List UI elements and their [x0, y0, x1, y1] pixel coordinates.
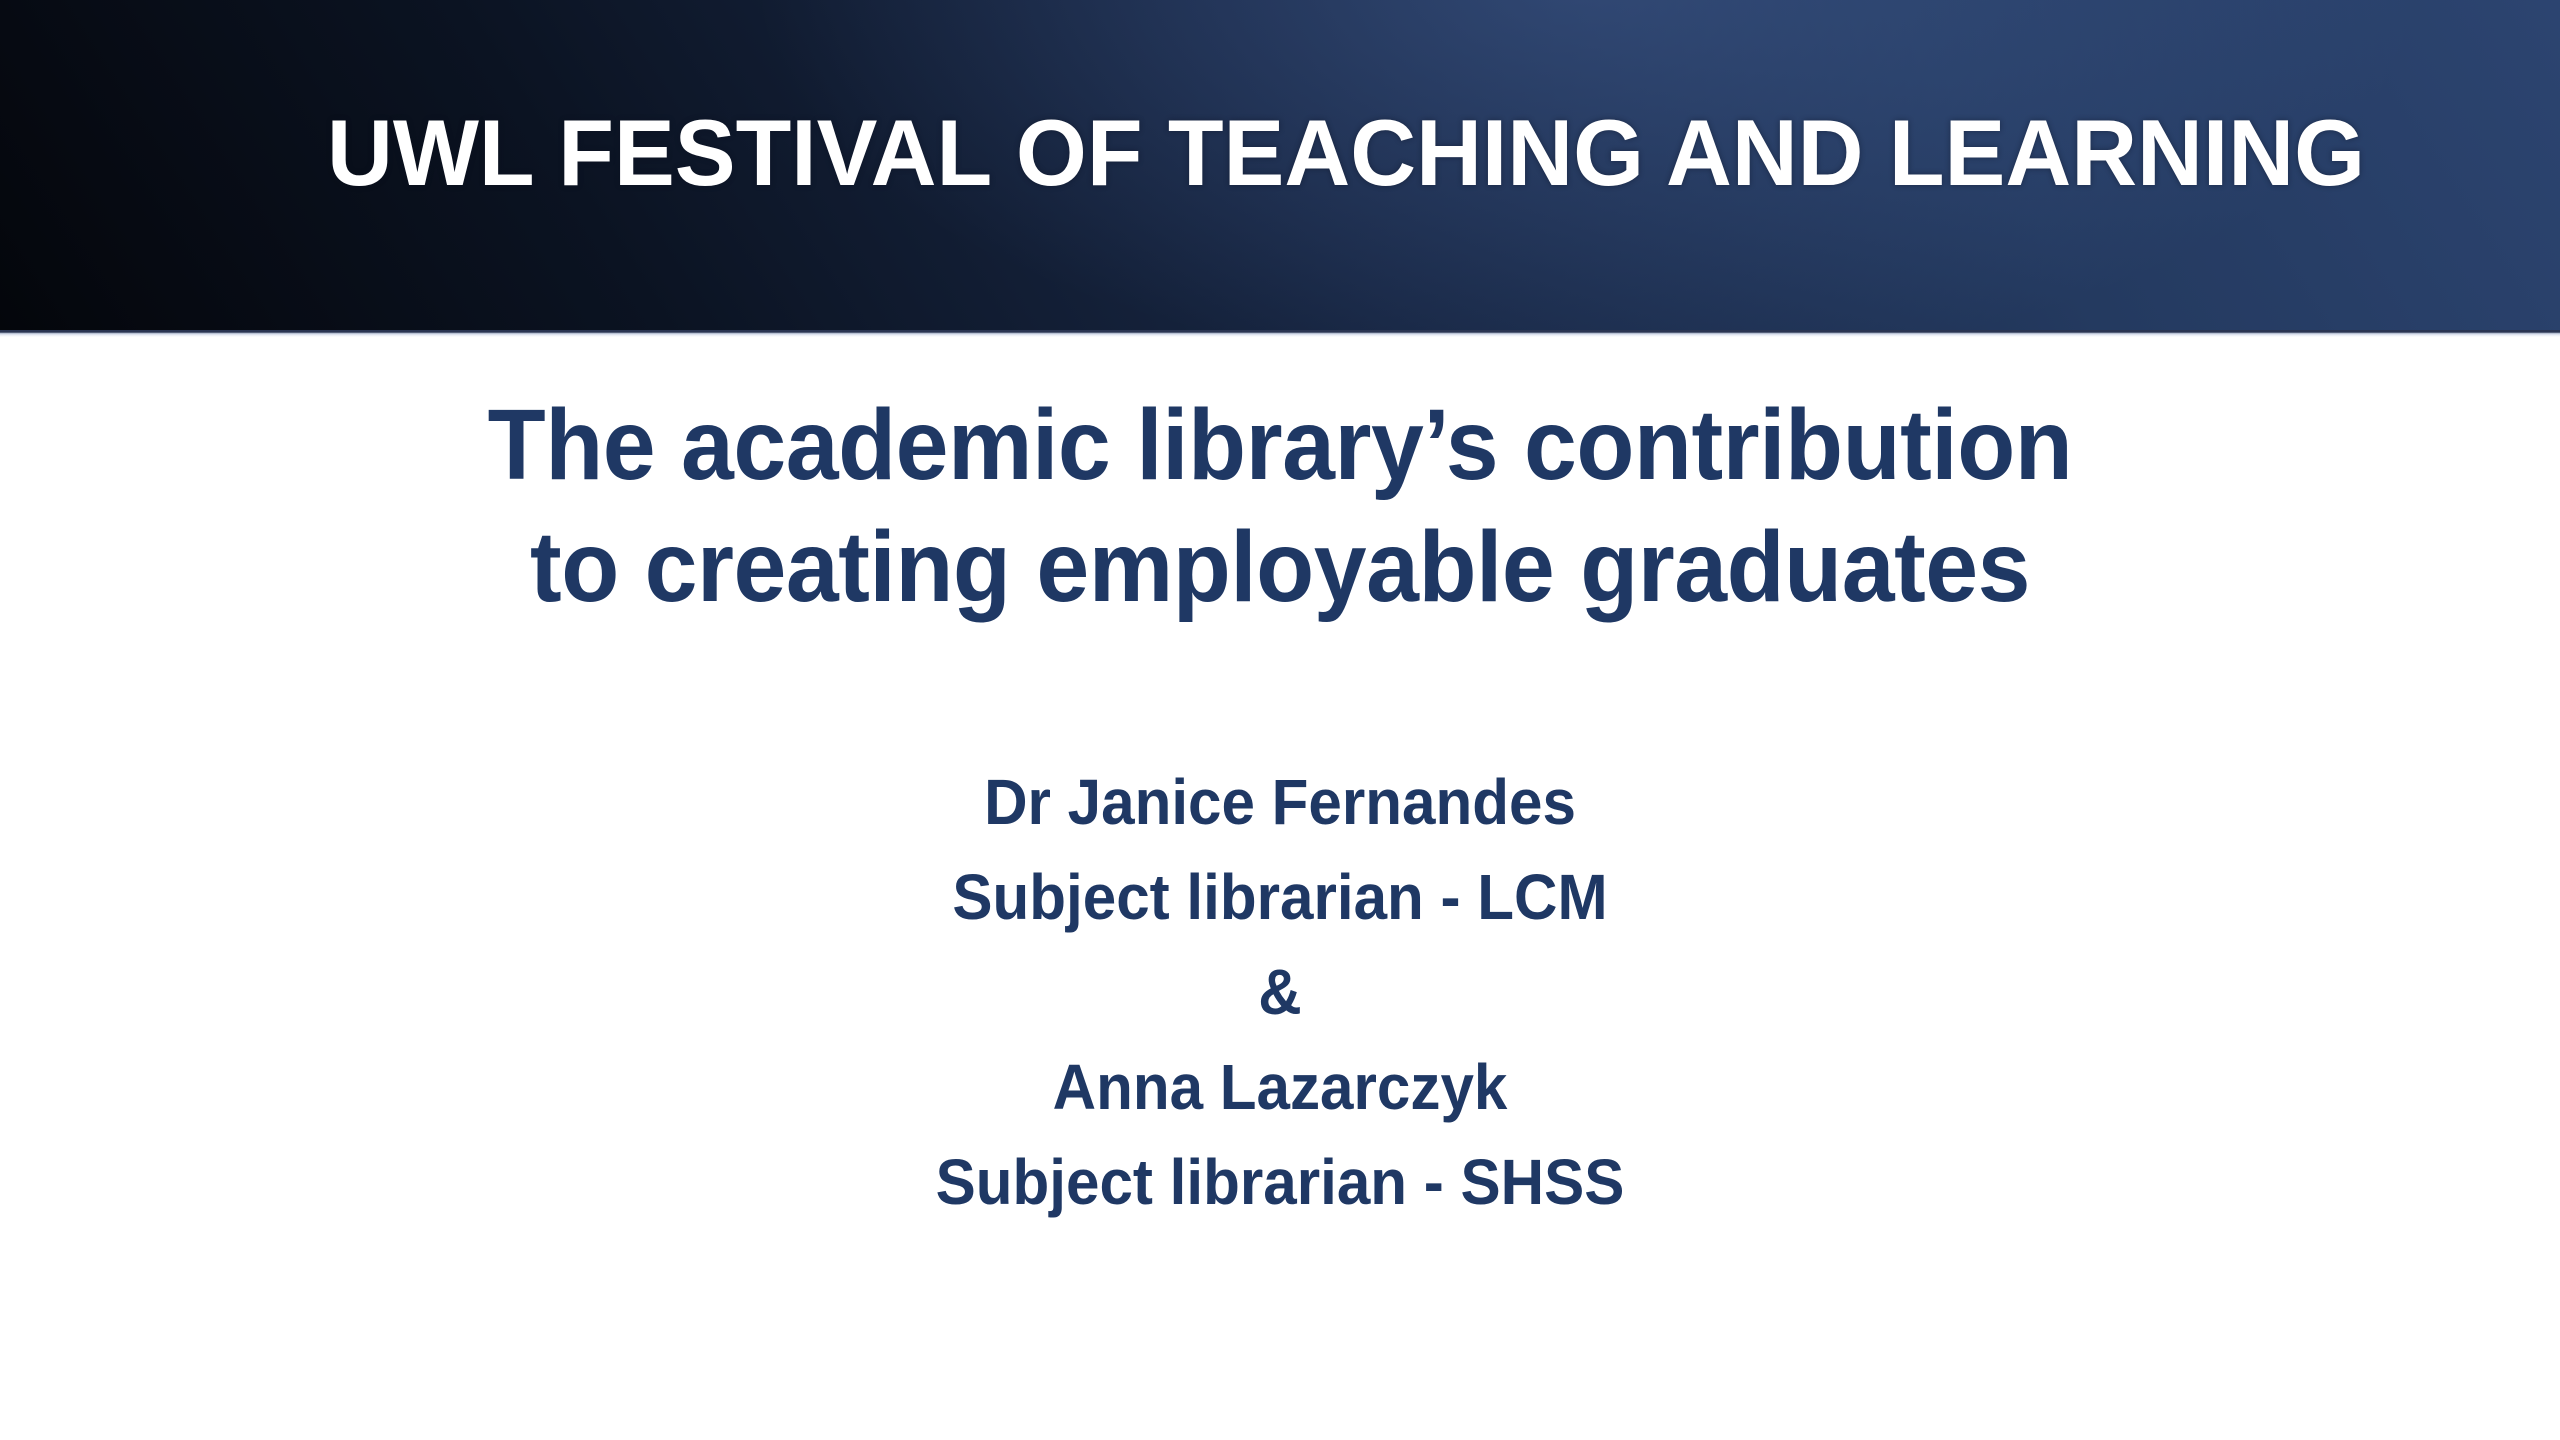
slide-title-line-1: The academic library’s contribution [487, 389, 2073, 501]
banner-title: UWL FESTIVAL OF TEACHING AND LEARNING [326, 100, 2366, 205]
presenter-name-1: Dr Janice Fernandes [984, 766, 1576, 838]
ampersand-separator: & [1258, 956, 1302, 1028]
header-banner [0, 0, 2560, 330]
presenters-block [77, 755, 2483, 1230]
banner-bottom-edge [0, 330, 2560, 337]
slide-title-line-2: to creating employable graduates [530, 511, 2030, 623]
presenter-role-1: Subject librarian - LCM [952, 861, 1608, 933]
slide-title [64, 384, 2496, 628]
presenter-role-2: Subject librarian - SHSS [935, 1146, 1625, 1218]
presenter-name-2: Anna Lazarczyk [1052, 1051, 1508, 1123]
